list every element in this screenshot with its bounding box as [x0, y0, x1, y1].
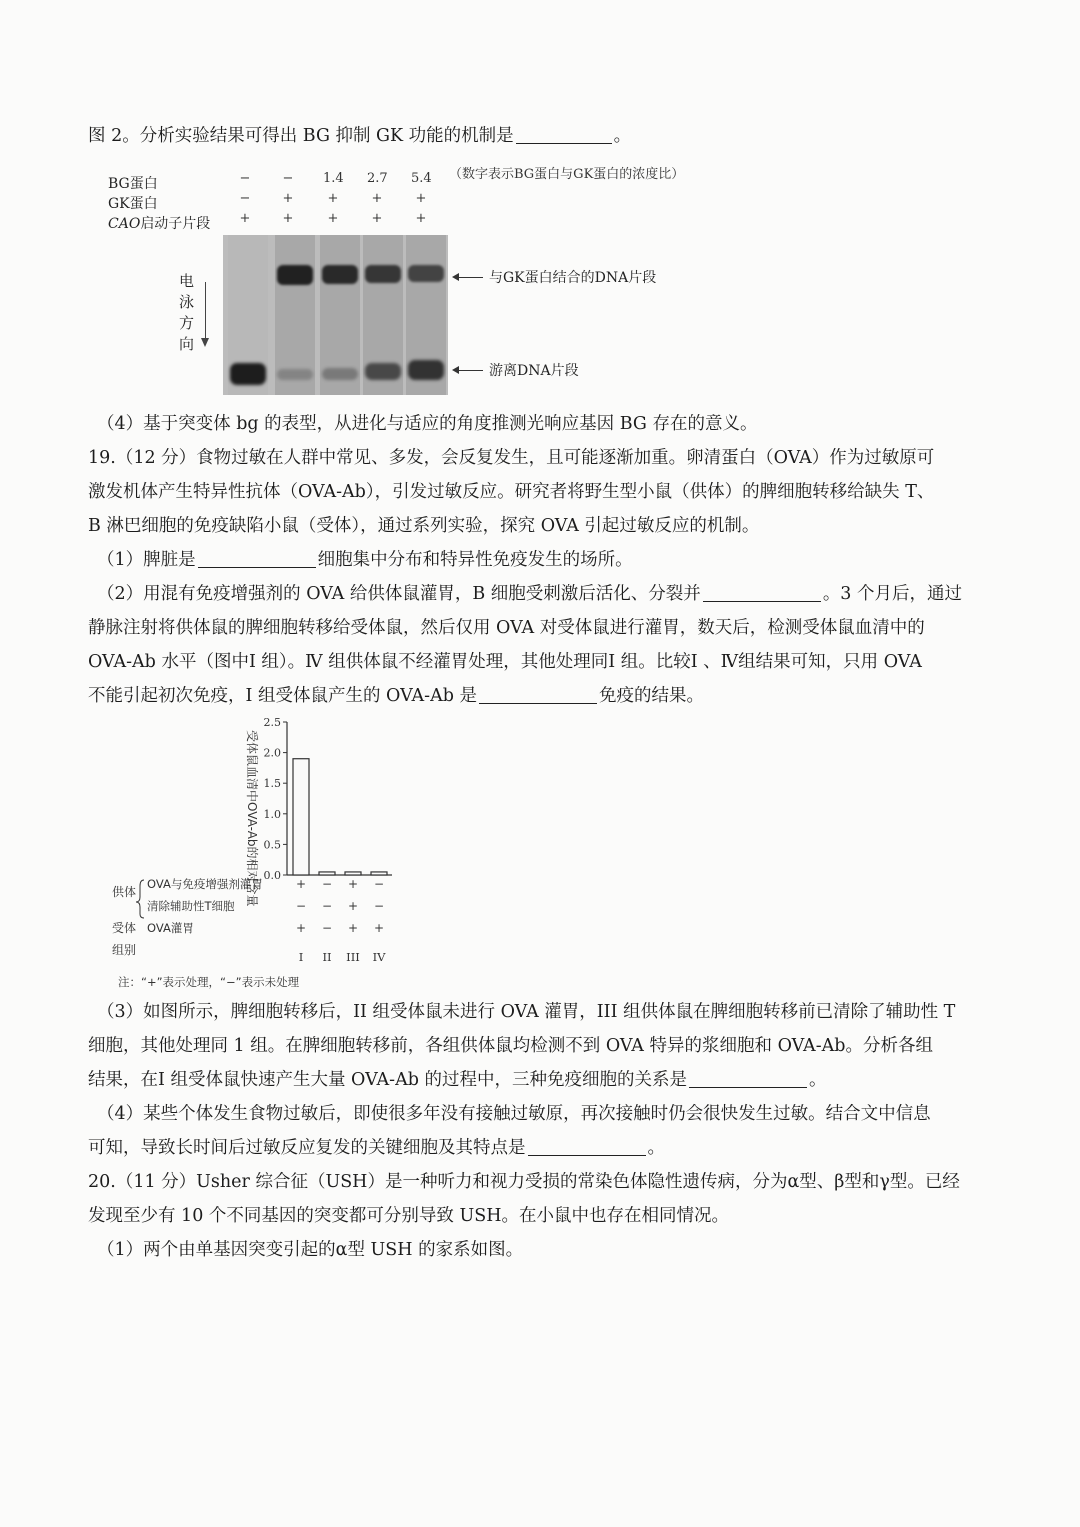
bar-IV — [371, 872, 387, 875]
question-19-intro-3: B 淋巴细胞的免疫缺陷小鼠（受体），通过系列实验，探究 OVA 引起过敏反应的机制。 — [88, 516, 760, 536]
question-20-1: （1）两个由单基因突变引起的α型 USH 的家系如图。 — [97, 1240, 524, 1260]
gel-sign-bg-3: 1.4 — [323, 171, 344, 186]
gel-sign-cao-2: + — [282, 211, 294, 226]
free-band — [277, 369, 313, 380]
direction-arrowhead-icon — [201, 338, 209, 347]
row-sign: − — [321, 899, 333, 913]
bar-I — [293, 759, 309, 875]
gel-lane-3 — [320, 235, 360, 395]
bound-band — [408, 265, 444, 282]
bound-band — [277, 265, 313, 285]
gel-lane-1 — [228, 235, 268, 395]
y-tick-label: 0.0 — [263, 869, 281, 882]
answer-blank[interactable] — [689, 1069, 807, 1088]
answer-blank[interactable] — [479, 685, 597, 704]
row-label: 清除辅助性T细胞 — [147, 899, 235, 913]
gel-sign-bg-2: − — [282, 171, 294, 186]
row-sign: + — [347, 921, 359, 935]
gel-sign-gk-5: + — [415, 191, 427, 206]
question-19-4-line-2: 可知，导致长时间后过敏反应复发的关键细胞及其特点是 。 — [88, 1138, 665, 1158]
y-tick-label: 1.0 — [263, 807, 281, 821]
gel-sign-gk-4: + — [371, 191, 383, 206]
gel-lane-2 — [275, 235, 315, 395]
gel-sign-cao-1: + — [239, 211, 251, 226]
row-label-cao: CAO启动子片段 — [108, 216, 211, 232]
gel-sign-cao-3: + — [327, 211, 339, 226]
question-19-3-line-3: 结果，在Ⅰ 组受体鼠快速产生大量 OVA-Ab 的过程中，三种免疫细胞的关系是 。 — [88, 1070, 827, 1090]
ratio-note: （数字表示BG蛋白与GK蛋白的浓度比） — [449, 167, 685, 182]
category-label: II — [322, 950, 332, 964]
gel-sign-gk-1: − — [239, 191, 251, 206]
y-tick-label: 2.5 — [263, 716, 281, 729]
answer-blank[interactable] — [198, 549, 316, 568]
gel-sign-bg-1: − — [239, 171, 251, 186]
gel-lane-5 — [406, 235, 446, 395]
question-19-2-line-1: （2）用混有免疫增强剂的 OVA 给供体鼠灌胃，B 细胞受刺激后活化、分裂并 。3 个月后，通过 — [97, 584, 963, 604]
bound-band — [365, 265, 401, 283]
brace-icon — [136, 880, 144, 918]
row-sign: − — [373, 899, 385, 913]
row-label-gk: GK蛋白 — [108, 196, 158, 212]
question-19-3-line-1: （3）如图所示，脾细胞转移后，II 组受体鼠未进行 OVA 灌胃，III 组供体鼠在脾细胞转移前已清除了辅助性 T — [97, 1002, 956, 1022]
gel-sign-gk-3: + — [327, 191, 339, 206]
direction-char: 电 — [179, 272, 195, 290]
bound-arrow-icon — [457, 277, 483, 278]
row-sign: + — [347, 899, 359, 913]
free-arrow-icon — [457, 370, 483, 371]
y-tick-label: 1.5 — [263, 777, 281, 791]
row-sign: + — [295, 921, 307, 935]
row-group-label: 供体 — [112, 885, 137, 899]
bound-dna-label: 与GK蛋白结合的DNA片段 — [489, 270, 657, 286]
ova-ab-chart — [100, 710, 420, 995]
direction-arrow-icon — [205, 282, 206, 342]
gel-sign-bg-5: 5.4 — [411, 171, 432, 186]
answer-blank[interactable] — [516, 125, 612, 144]
question-19-4-line-1: （4）某些个体发生食物过敏后，即使很多年没有接触过敏原，再次接触时仍会很快发生过敏。结合文中信息 — [97, 1104, 931, 1124]
row-sign: − — [321, 877, 333, 891]
chart-note: 注：“+”表示处理，“−”表示未处理 — [118, 975, 300, 989]
row-sign: − — [295, 899, 307, 913]
bound-arrowhead-icon — [452, 273, 459, 281]
category-label: III — [346, 950, 360, 964]
question-19-intro-1: 19.（12 分）食物过敏在人群中常见、多发，会反复发生，且可能逐渐加重。卵清蛋白（OVA）作为过敏原可 — [88, 448, 935, 468]
row-label-bg: BG蛋白 — [108, 176, 158, 192]
row-sign: − — [321, 921, 333, 935]
row-sign: + — [347, 877, 359, 891]
free-arrowhead-icon — [452, 366, 459, 374]
direction-char: 方 — [179, 314, 195, 332]
bar-II — [319, 872, 335, 875]
question-18-3-line: 图 2。分析实验结果可得出 BG 抑制 GK 功能的机制是 。 — [88, 126, 632, 146]
question-19-3-line-2: 细胞，其他处理同 1 组。在脾细胞转移前，各组供体鼠均检测不到 OVA 特异的浆细胞和 OVA-Ab。分析各组 — [88, 1036, 933, 1056]
question-20-intro-2: 发现至少有 10 个不同基因的突变都可分别导致 USH。在小鼠中也存在相同情况。 — [88, 1206, 729, 1226]
category-label: I — [298, 950, 304, 964]
y-axis-label: 受体鼠血清中OVA-Ab的相对含量 — [245, 730, 259, 907]
question-19-2-line-3: OVA-Ab 水平（图中Ⅰ 组）。Ⅳ 组供体鼠不经灌胃处理，其他处理同Ⅰ 组。比较Ⅰ 、Ⅳ组结果可知，只用 OVA — [88, 652, 922, 672]
free-band — [230, 363, 266, 385]
answer-blank[interactable] — [703, 583, 821, 602]
gel-sign-bg-4: 2.7 — [367, 171, 388, 186]
gel-sign-cao-5: + — [415, 211, 427, 226]
gel-figure — [105, 160, 745, 405]
question-19-2-line-4: 不能引起初次免疫，Ⅰ 组受体鼠产生的 OVA-Ab 是 免疫的结果。 — [88, 686, 704, 706]
row-sign: − — [373, 877, 385, 891]
bar-III — [345, 872, 361, 875]
group-row-label: 组别 — [112, 943, 137, 957]
free-band — [322, 368, 358, 380]
answer-blank[interactable] — [528, 1137, 646, 1156]
question-18-4: （4）基于突变体 bg 的表型，从进化与适应的角度推测光响应基因 BG 存在的意义。 — [97, 414, 758, 434]
direction-char: 向 — [179, 335, 195, 353]
gel-image — [223, 235, 448, 395]
row-label: OVA灌胃 — [147, 921, 194, 935]
question-19-2-line-2: 静脉注射将供体鼠的脾细胞转移给受体鼠，然后仅用 OVA 对受体鼠进行灌胃，数天后，检测受体鼠血清中的 — [88, 618, 925, 638]
bound-band — [322, 265, 358, 284]
free-dna-label: 游离DNA片段 — [489, 363, 579, 379]
free-band — [365, 363, 401, 380]
gel-sign-gk-2: + — [282, 191, 294, 206]
row-sign: + — [295, 877, 307, 891]
category-label: IV — [372, 950, 386, 964]
question-20-intro-1: 20.（11 分）Usher 综合征（USH）是一种听力和视力受损的常染色体隐性遗传病，分为α型、β型和γ型。已经 — [88, 1172, 960, 1192]
question-19-1: （1）脾脏是 细胞集中分布和特异性免疫发生的场所。 — [97, 550, 633, 570]
y-tick-label: 2.0 — [263, 746, 281, 760]
direction-char: 泳 — [179, 293, 195, 311]
y-tick-label: 0.5 — [263, 838, 281, 852]
row-sign: + — [373, 921, 385, 935]
question-19-intro-2: 激发机体产生特异性抗体（OVA-Ab），引发过敏反应。研究者将野生型小鼠（供体）的脾细胞转移给缺失 T、 — [88, 482, 935, 502]
row-label: OVA与免疫增强剂灌胃 — [147, 877, 263, 891]
row-group-label: 受体 — [112, 921, 137, 935]
gel-lane-4 — [363, 235, 403, 395]
gel-sign-cao-4: + — [371, 211, 383, 226]
free-band — [408, 360, 444, 380]
